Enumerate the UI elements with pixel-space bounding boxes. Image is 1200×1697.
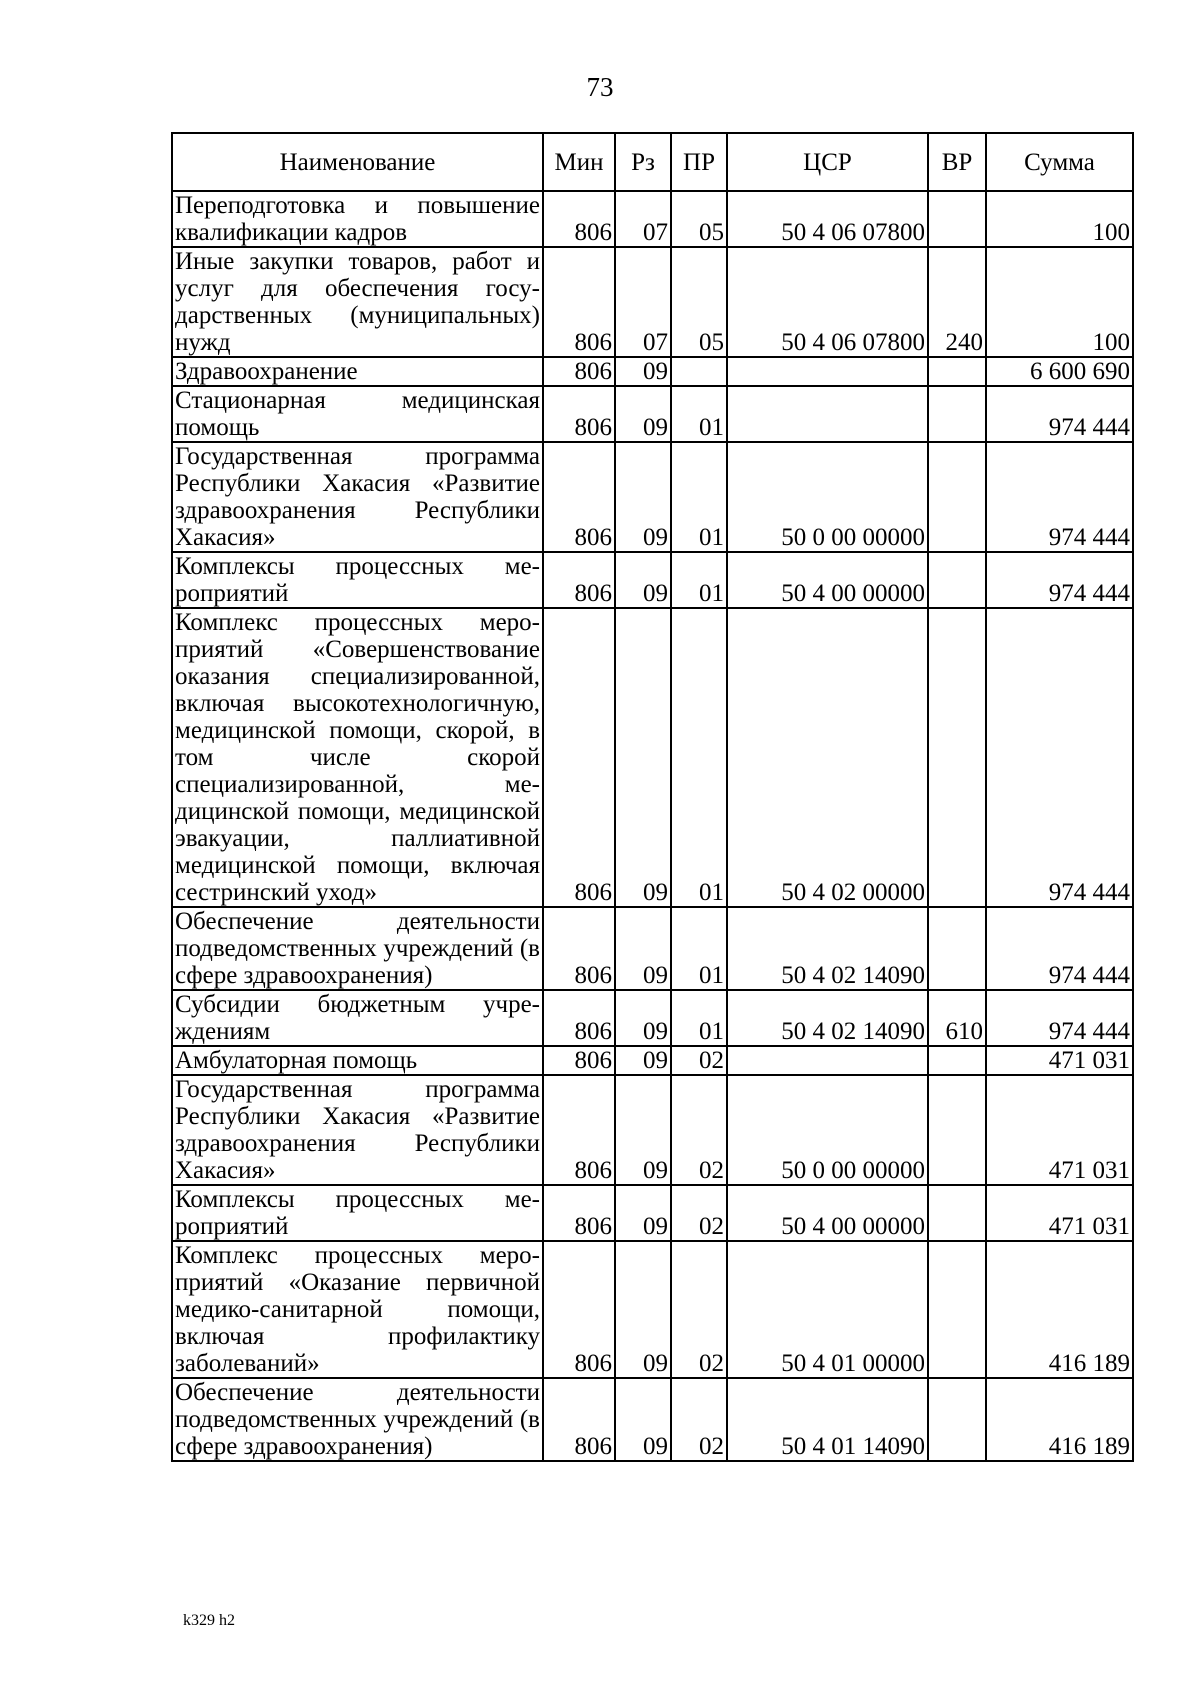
row-name: Амбулаторная помощь bbox=[172, 1046, 543, 1075]
row-min: 806 bbox=[543, 1046, 615, 1075]
row-csr: 50 4 06 07800 bbox=[727, 191, 928, 247]
row-vr bbox=[928, 907, 986, 990]
table-row bbox=[172, 608, 1133, 907]
row-rz: 07 bbox=[615, 191, 671, 247]
row-min: 806 bbox=[543, 1378, 615, 1461]
row-min: 806 bbox=[543, 608, 615, 907]
row-name: Здравоохранение bbox=[172, 357, 543, 386]
row-name: Комплекс процессных мероприятий «Оказание первичной медико-санитарной помощи, включая профилактику заболеваний» bbox=[172, 1241, 543, 1378]
row-pr: 02 bbox=[671, 1241, 727, 1378]
row-min: 806 bbox=[543, 191, 615, 247]
row-rz: 09 bbox=[615, 1241, 671, 1378]
row-min: 806 bbox=[543, 907, 615, 990]
row-vr bbox=[928, 1185, 986, 1241]
row-min: 806 bbox=[543, 247, 615, 357]
table-row bbox=[172, 357, 1133, 386]
row-sum: 471 031 bbox=[986, 1075, 1133, 1185]
page-number: 73 bbox=[586, 72, 614, 102]
row-rz: 09 bbox=[615, 1046, 671, 1075]
table-row bbox=[172, 907, 1133, 990]
row-pr: 05 bbox=[671, 247, 727, 357]
table-row bbox=[172, 1185, 1133, 1241]
row-csr: 50 4 01 14090 bbox=[727, 1378, 928, 1461]
row-sum: 471 031 bbox=[986, 1185, 1133, 1241]
row-vr bbox=[928, 1075, 986, 1185]
table-row bbox=[172, 1075, 1133, 1185]
row-name: Стационарная медицинская помощь bbox=[172, 386, 543, 442]
table-row bbox=[172, 1378, 1133, 1461]
row-name: Субсидии бюджетным учреждениям bbox=[172, 990, 543, 1046]
row-sum: 974 444 bbox=[986, 608, 1133, 907]
row-pr: 01 bbox=[671, 386, 727, 442]
row-pr: 01 bbox=[671, 608, 727, 907]
row-rz: 09 bbox=[615, 386, 671, 442]
row-csr bbox=[727, 386, 928, 442]
document-code: k329 h2 bbox=[183, 1612, 235, 1629]
header-sum: Сумма bbox=[986, 133, 1133, 191]
header-csr: ЦСР bbox=[727, 133, 928, 191]
table-row bbox=[172, 1241, 1133, 1378]
budget-table bbox=[171, 132, 1134, 1462]
table-body bbox=[172, 191, 1133, 1461]
row-name: Иные закупки товаров, работ и услуг для обеспечения государственных (муниципальных) нужд bbox=[172, 247, 543, 357]
row-rz: 09 bbox=[615, 357, 671, 386]
header-min: Мин bbox=[543, 133, 615, 191]
table-row bbox=[172, 247, 1133, 357]
row-csr: 50 0 00 00000 bbox=[727, 442, 928, 552]
row-name: Обеспечение деятельности подведомственных учреждений (в сфере здравоохранения) bbox=[172, 1378, 543, 1461]
table-row bbox=[172, 1046, 1133, 1075]
row-name: Государственная программа Республики Хакасия «Развитие здравоохранения Республики Хакасия» bbox=[172, 1075, 543, 1185]
row-rz: 09 bbox=[615, 442, 671, 552]
table-row bbox=[172, 442, 1133, 552]
row-pr: 02 bbox=[671, 1185, 727, 1241]
row-min: 806 bbox=[543, 1075, 615, 1185]
row-rz: 09 bbox=[615, 907, 671, 990]
row-vr bbox=[928, 552, 986, 608]
row-name: Государственная программа Республики Хакасия «Развитие здравоохранения Республики Хакасия» bbox=[172, 442, 543, 552]
table-row bbox=[172, 990, 1133, 1046]
row-vr bbox=[928, 1378, 986, 1461]
row-min: 806 bbox=[543, 1241, 615, 1378]
header-pr: ПР bbox=[671, 133, 727, 191]
row-vr bbox=[928, 1241, 986, 1378]
row-csr: 50 4 01 00000 bbox=[727, 1241, 928, 1378]
header-rz: Рз bbox=[615, 133, 671, 191]
row-sum: 416 189 bbox=[986, 1241, 1133, 1378]
row-pr: 01 bbox=[671, 907, 727, 990]
row-pr: 02 bbox=[671, 1075, 727, 1185]
row-vr bbox=[928, 442, 986, 552]
row-vr: 240 bbox=[928, 247, 986, 357]
row-rz: 09 bbox=[615, 1075, 671, 1185]
row-name: Обеспечение деятельности подведомственных учреждений (в сфере здравоохранения) bbox=[172, 907, 543, 990]
row-rz: 09 bbox=[615, 1378, 671, 1461]
row-pr: 01 bbox=[671, 552, 727, 608]
row-pr bbox=[671, 357, 727, 386]
row-sum: 974 444 bbox=[986, 552, 1133, 608]
row-sum: 100 bbox=[986, 191, 1133, 247]
row-pr: 01 bbox=[671, 990, 727, 1046]
row-vr bbox=[928, 191, 986, 247]
table-row bbox=[172, 552, 1133, 608]
row-rz: 07 bbox=[615, 247, 671, 357]
row-sum: 974 444 bbox=[986, 990, 1133, 1046]
row-sum: 6 600 690 bbox=[986, 357, 1133, 386]
row-csr: 50 4 06 07800 bbox=[727, 247, 928, 357]
row-sum: 100 bbox=[986, 247, 1133, 357]
row-rz: 09 bbox=[615, 1185, 671, 1241]
row-vr bbox=[928, 608, 986, 907]
row-name: Переподготовка и повышение квалификации кадров bbox=[172, 191, 543, 247]
row-pr: 01 bbox=[671, 442, 727, 552]
row-csr: 50 0 00 00000 bbox=[727, 1075, 928, 1185]
row-vr: 610 bbox=[928, 990, 986, 1046]
row-pr: 02 bbox=[671, 1046, 727, 1075]
row-name: Комплекс процессных мероприятий «Совершенствование оказания специализированной, включая высокотехнологичную, медицинской помощи, скорой, в том числе скорой специализированной, медицинской помощи, медицинской эвакуации, паллиативной медицинской помощи, включая сестринский уход» bbox=[172, 608, 543, 907]
table-row bbox=[172, 386, 1133, 442]
row-csr: 50 4 02 14090 bbox=[727, 990, 928, 1046]
row-csr bbox=[727, 357, 928, 386]
row-rz: 09 bbox=[615, 552, 671, 608]
row-sum: 974 444 bbox=[986, 907, 1133, 990]
row-min: 806 bbox=[543, 990, 615, 1046]
row-min: 806 bbox=[543, 357, 615, 386]
row-csr: 50 4 00 00000 bbox=[727, 552, 928, 608]
row-pr: 05 bbox=[671, 191, 727, 247]
row-rz: 09 bbox=[615, 990, 671, 1046]
row-vr bbox=[928, 386, 986, 442]
table-row bbox=[172, 191, 1133, 247]
row-name: Комплексы процессных мероприятий bbox=[172, 552, 543, 608]
header-vr: ВР bbox=[928, 133, 986, 191]
row-pr: 02 bbox=[671, 1378, 727, 1461]
row-sum: 471 031 bbox=[986, 1046, 1133, 1075]
row-sum: 974 444 bbox=[986, 386, 1133, 442]
row-min: 806 bbox=[543, 1185, 615, 1241]
row-csr bbox=[727, 1046, 928, 1075]
row-name: Комплексы процессных мероприятий bbox=[172, 1185, 543, 1241]
row-min: 806 bbox=[543, 386, 615, 442]
row-vr bbox=[928, 357, 986, 386]
row-csr: 50 4 00 00000 bbox=[727, 1185, 928, 1241]
table-header-row bbox=[172, 133, 1133, 191]
row-sum: 974 444 bbox=[986, 442, 1133, 552]
row-min: 806 bbox=[543, 442, 615, 552]
row-vr bbox=[928, 1046, 986, 1075]
row-rz: 09 bbox=[615, 608, 671, 907]
row-csr: 50 4 02 14090 bbox=[727, 907, 928, 990]
header-name: Наименование bbox=[172, 133, 543, 191]
row-csr: 50 4 02 00000 bbox=[727, 608, 928, 907]
row-sum: 416 189 bbox=[986, 1378, 1133, 1461]
row-min: 806 bbox=[543, 552, 615, 608]
